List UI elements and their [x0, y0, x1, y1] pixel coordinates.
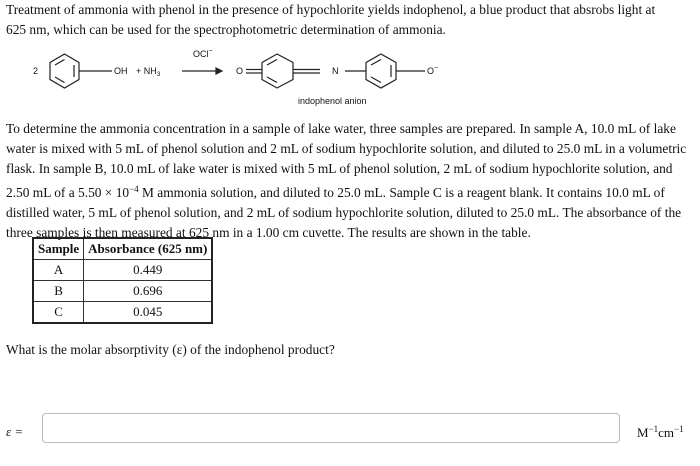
- absorbance-cell: 0.696: [84, 281, 213, 302]
- units-label: [637, 424, 684, 441]
- oxygen-right: O: [427, 66, 435, 76]
- oxygen-left: O: [236, 66, 244, 76]
- units-cm: cm: [658, 425, 675, 440]
- sample-cell: B: [33, 281, 84, 302]
- sample-cell: A: [33, 260, 84, 281]
- procedure-line: To determine the ammonia concentration in a sample of lake water, three samples are prepared. In sample A, 10.0 mL of lake: [6, 121, 676, 136]
- intro-line-1: Treatment of ammonia with phenol in the presence of hypochlorite yields indophenol, a blue product that absrobs light at: [6, 2, 656, 17]
- hydroxyl-group: OH: [114, 66, 128, 76]
- phenol-ring: [50, 54, 79, 88]
- column-header-absorbance: Absorbance (625 nm): [84, 238, 213, 260]
- question-text: What is the molar absorptivity (ε) of the indophenol product?: [6, 342, 335, 357]
- procedure-line: flask. In sample B, 10.0 mL of lake water is mixed with 5 mL of phenol solution, 2 mL of sodium hypochlorite solution, and: [6, 161, 673, 176]
- oxygen-charge: −: [434, 65, 439, 72]
- procedure-line: three samples is then measured at 625 nm in a 1.00 cm cuvette. The results are shown in the table.: [6, 225, 531, 240]
- procedure-paragraph: [6, 119, 692, 243]
- ammonia-subscript: 3: [156, 71, 161, 78]
- quinone-ring: [262, 54, 293, 88]
- hypochlorite-reagent: OCl: [193, 49, 209, 59]
- reaction-scheme: [0, 42, 700, 114]
- exponent: −4: [129, 184, 139, 194]
- procedure-line: distilled water, 5 mL of phenol solution, and 2 mL of sodium hypochlorite solution, diluted to 25.0 mL. The absorbance of the: [6, 205, 682, 220]
- absorbance-cell: 0.449: [84, 260, 213, 281]
- coefficient: 2: [33, 66, 39, 76]
- table-row: [33, 302, 212, 324]
- units-exponent: −1: [648, 424, 659, 434]
- procedure-line: water is mixed with 5 mL of phenol solution and 2 mL of sodium hypochlorite solution, and diluted to 25.0 mL in a volumetric: [6, 141, 687, 156]
- svg-text:O−: [427, 65, 438, 76]
- table-row: [33, 281, 212, 302]
- nitrogen-atom: N: [332, 66, 339, 76]
- svg-text:+ NH3: [136, 66, 161, 78]
- table-header-row: [33, 238, 212, 260]
- hypochlorite-charge: −: [208, 48, 213, 55]
- product-label: indophenol anion: [298, 96, 367, 106]
- ammonia-label: + NH: [136, 66, 157, 76]
- epsilon-label: ε =: [6, 424, 24, 439]
- table-row: [33, 260, 212, 281]
- units-molar: M: [637, 425, 649, 440]
- intro-line-2: 625 nm, which can be used for the spectrophotometric determination of ammonia.: [6, 22, 446, 37]
- absorbance-cell: 0.045: [84, 302, 213, 324]
- intro-text: [6, 0, 692, 40]
- results-table: [32, 237, 213, 324]
- column-header-sample: Sample: [33, 238, 84, 260]
- procedure-line: 2.50 mL of a 5.50 × 10: [6, 185, 130, 200]
- procedure-line: M ammonia solution, and diluted to 25.0 mL. Sample C is a reagent blank. It contains 10.0 mL of: [138, 185, 665, 200]
- units-exponent: −1: [674, 424, 684, 434]
- answer-input[interactable]: [42, 413, 620, 443]
- svg-text:OCl−: [193, 48, 213, 59]
- sample-cell: C: [33, 302, 84, 324]
